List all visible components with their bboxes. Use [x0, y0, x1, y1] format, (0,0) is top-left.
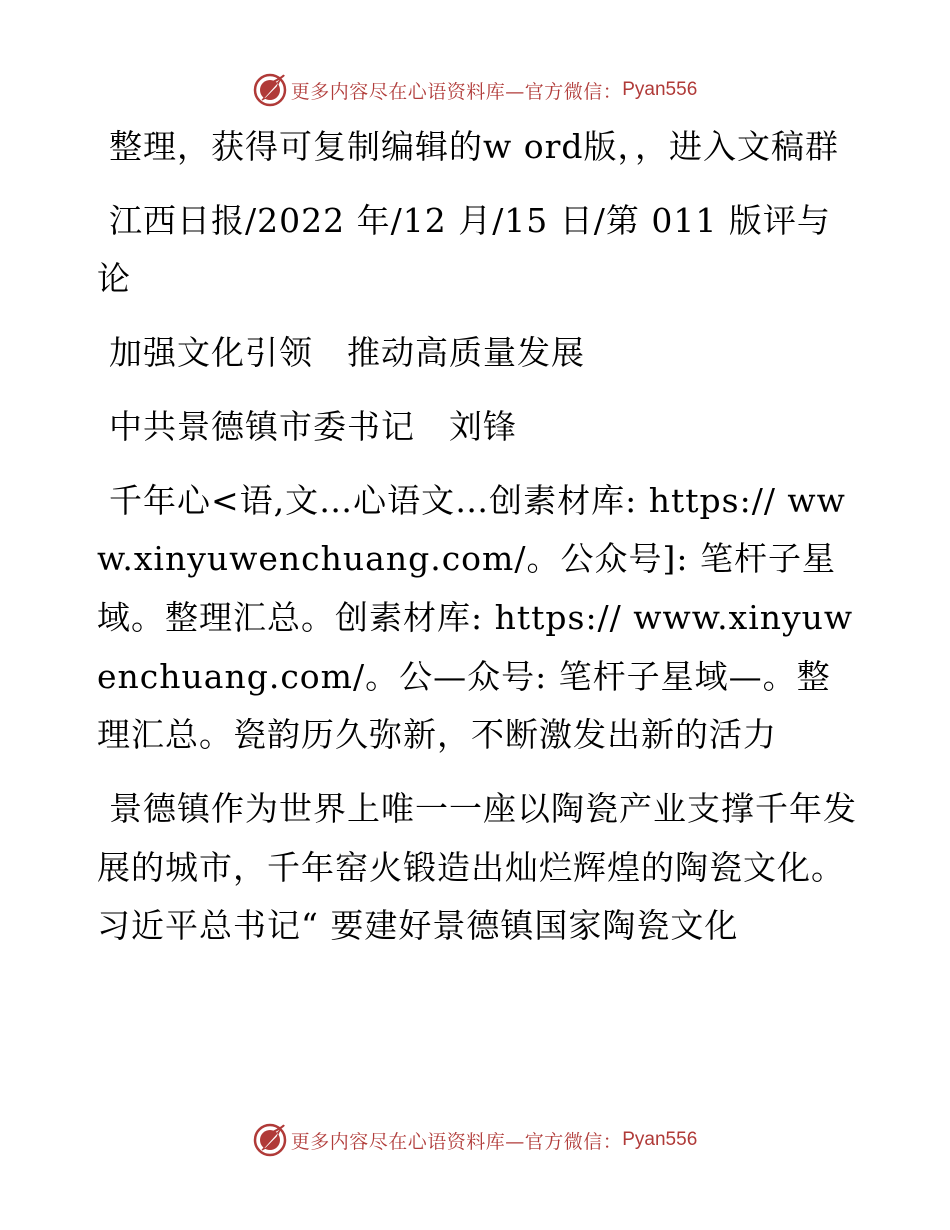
header-banner: [0, 70, 950, 110]
paragraph-source: 江西日报/2022 年/12 月/15 日/第 011 版评与论: [97, 200, 831, 299]
footer-wechat-id: Pyan556: [622, 1129, 698, 1150]
quill-seal-icon: [253, 1123, 287, 1157]
header-banner-text: 更多内容尽在心语资料库—官方微信：: [290, 80, 623, 103]
paragraph-body-1: 千年心<语,文…心语文…创素材库: https:// www.xinyuwenchuang.com/。公众号]: 笔杆子星域。整理汇总。创素材库: https:// www.xinyuwenchuang.com/。公—众号: 笔杆子星域—。整理汇总。瓷韵历久弥新，不断激发出新的活力: [97, 480, 854, 755]
paragraph-intro: 整理，获得可复制编辑的w ord版，，进入文稿群: [109, 127, 840, 166]
quill-seal-icon: [253, 73, 287, 107]
footer-banner-text: 更多内容尽在心语资料库—官方微信：: [290, 1130, 623, 1153]
header-wechat-id: Pyan556: [622, 79, 698, 100]
document-body: [97, 118, 857, 971]
article-title: 加强文化引领 推动高质量发展: [109, 333, 585, 373]
footer-banner: [0, 1120, 950, 1160]
paragraph-body-2: 景德镇作为世界上唯一一座以陶瓷产业支撑千年发展的城市，千年窑火锻造出灿烂辉煌的陶瓷文化。习近平总书记“ 要建好景德镇国家陶瓷文化: [97, 789, 857, 946]
article-author: 中共景德镇市委书记 刘锋: [109, 406, 517, 446]
